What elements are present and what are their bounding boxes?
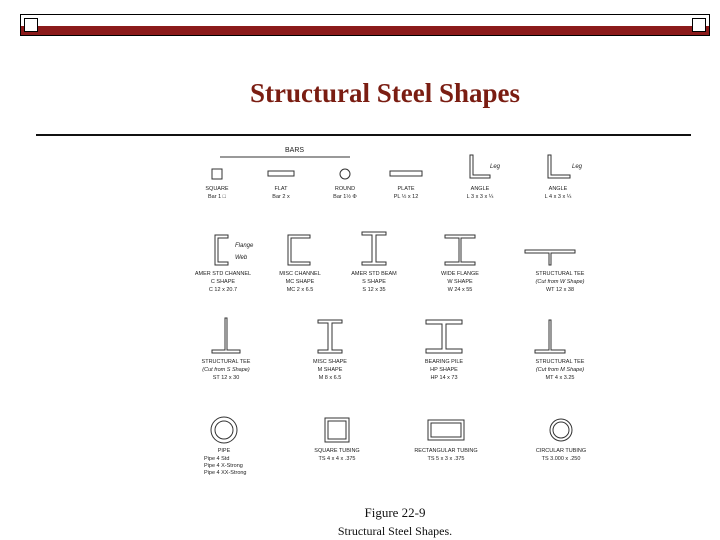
shape-name: ROUND <box>334 186 356 192</box>
left-square-icon <box>24 18 38 32</box>
shape-sub: S SHAPE <box>362 279 386 285</box>
shape-desig: WT 12 x 38 <box>545 287 575 293</box>
m-shape <box>318 320 342 353</box>
hp-shape <box>426 320 462 353</box>
flat-bar-shape <box>268 171 294 176</box>
shape-name: PLATE <box>397 186 415 192</box>
figure-number: Figure 22-9 <box>364 505 426 520</box>
steel-shapes-figure <box>190 140 620 490</box>
mt-tee-shape <box>535 320 565 353</box>
shape-desig: PL ½ x 12 <box>393 194 419 200</box>
shape-desig: MC 2 x 6.5 <box>286 287 314 293</box>
shape-desig: ST 12 x 30 <box>212 375 240 381</box>
shape-name: WIDE FLANGE <box>441 271 479 277</box>
mc-channel-shape <box>288 235 310 265</box>
shape-sub: C SHAPE <box>210 279 236 285</box>
shape-name: STRUCTURAL TEE <box>535 359 585 365</box>
shape-name: ANGLE <box>470 186 490 192</box>
c-channel-shape <box>215 235 228 265</box>
shape-desig: TS 5 x 3 x .375 <box>427 456 465 462</box>
shape-desig: C 12 x 20.7 <box>208 287 238 293</box>
st-tee-shape <box>212 318 240 353</box>
pipe-inner <box>215 421 233 439</box>
shape-sub: W SHAPE <box>447 279 473 285</box>
shape-desig: W 24 x 55 <box>447 287 473 293</box>
shape-name: RECTANGULAR TUBING <box>414 448 478 454</box>
shape-name: STRUCTURAL TEE <box>535 271 585 277</box>
square-tubing-inner <box>328 421 346 439</box>
wt-tee-shape <box>525 250 575 265</box>
shape-desig: HP 14 x 73 <box>430 375 458 381</box>
angle-shape-1 <box>470 155 490 178</box>
shape-name: SQUARE <box>205 186 229 192</box>
title-bar <box>20 14 710 36</box>
w-shape <box>445 235 475 265</box>
rect-tubing-inner <box>431 423 461 437</box>
bars-label: BARS <box>285 147 305 154</box>
title-divider <box>36 134 691 136</box>
shape-sub: (Cut from S Shape) <box>202 367 250 373</box>
shape-desig: L 4 x 3 x ¼ <box>544 194 572 200</box>
s-beam-shape <box>362 232 386 265</box>
shape-sub: M SHAPE <box>317 367 343 373</box>
figure-caption: Structural Steel Shapes. <box>337 524 453 538</box>
shape-name: AMER STD BEAM <box>351 271 397 277</box>
shape-desig: Bar 2 x <box>272 194 290 200</box>
shape-name: PIPE <box>217 448 231 454</box>
plate-shape <box>390 171 422 176</box>
square-tubing-outer <box>325 418 349 442</box>
shape-desig: S 12 x 35 <box>362 287 386 293</box>
shape-desig: M 8 x 6.5 <box>318 375 342 381</box>
slide-title: Structural Steel Shapes <box>250 78 520 108</box>
shape-sub: (Cut from W Shape) <box>535 279 585 285</box>
shape-sub: Pipe 4 XX-Strong <box>204 470 247 476</box>
shape-desig: TS 4 x 4 x .375 <box>318 456 356 462</box>
shape-desig: Bar 1 □ <box>208 194 226 200</box>
square-bar-shape <box>212 169 222 179</box>
shape-name: SQUARE TUBING <box>314 448 360 454</box>
shape-name: STRUCTURAL TEE <box>201 359 251 365</box>
shape-sub: Pipe 4 X-Strong <box>204 463 243 469</box>
leg-label-2: Leg <box>572 164 583 170</box>
shape-name: ANGLE <box>548 186 568 192</box>
shape-name: CIRCULAR TUBING <box>535 448 587 454</box>
round-bar-shape <box>340 169 350 179</box>
circ-tubing-inner <box>553 422 569 438</box>
flange-label: Flange <box>235 243 254 249</box>
leg-label-1: Leg <box>490 164 501 170</box>
figure-drawing <box>190 140 620 490</box>
shape-desig: L 3 x 3 x ¼ <box>466 194 494 200</box>
web-label: Web <box>235 255 248 261</box>
shape-desig: MT 4 x 3.25 <box>545 375 575 381</box>
shape-name: BEARING PILE <box>424 359 464 365</box>
shape-sub: MC SHAPE <box>285 279 315 285</box>
shape-desig: Bar 1½ Φ <box>333 194 357 200</box>
shape-sub: Pipe 4 Std <box>204 456 230 462</box>
shape-sub: (Cut from M Shape) <box>535 367 585 373</box>
shape-name: MISC CHANNEL <box>279 271 321 277</box>
shape-name: AMER STD CHANNEL <box>194 271 252 277</box>
shape-name: FLAT <box>274 186 288 192</box>
title-bar-stripe <box>21 26 709 35</box>
angle-shape-2 <box>548 155 570 178</box>
shape-sub: HP SHAPE <box>430 367 458 373</box>
shape-desig: TS 3.000 x .250 <box>541 456 581 462</box>
shape-name: MISC SHAPE <box>313 359 347 365</box>
right-square-icon <box>692 18 706 32</box>
